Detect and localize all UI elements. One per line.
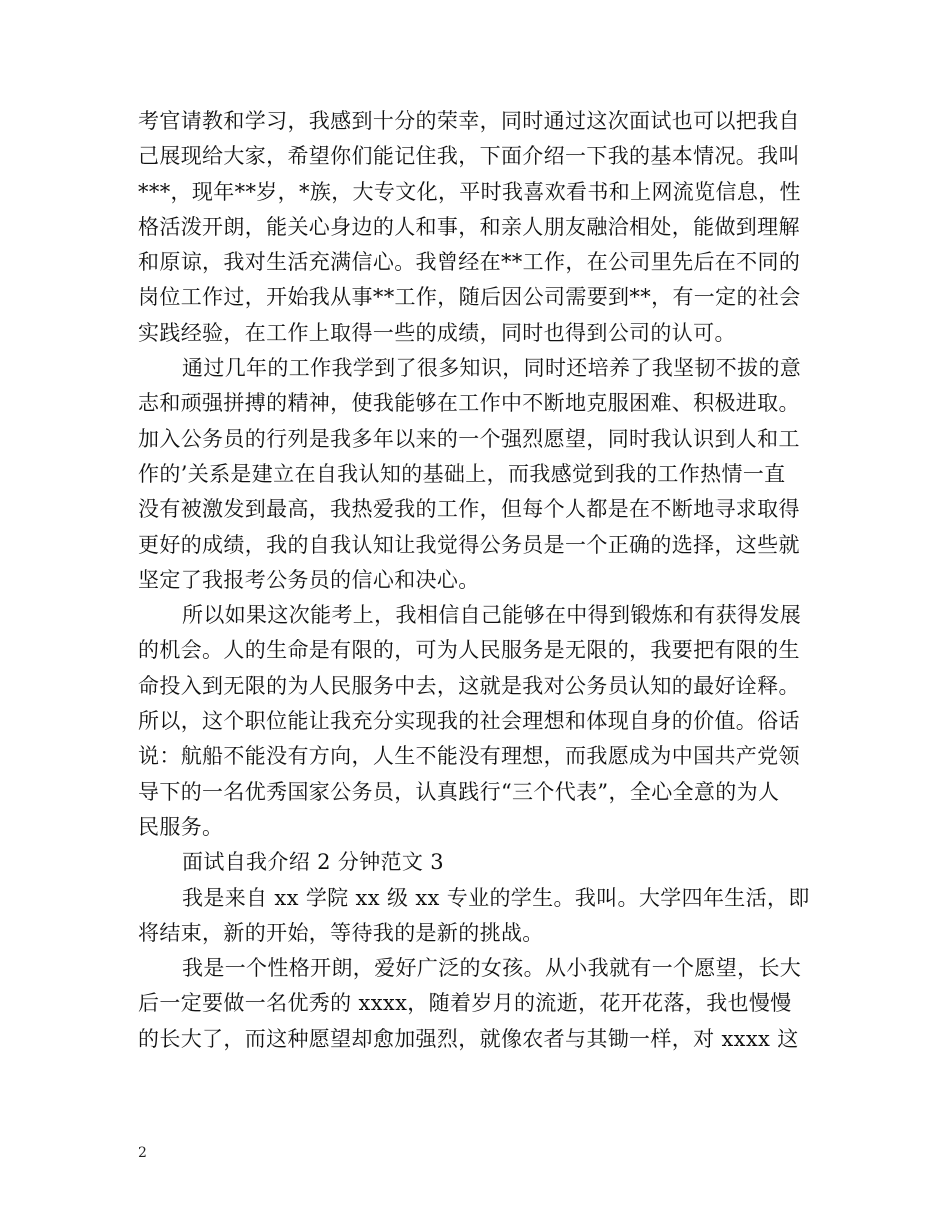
text-line: 实践经验，在工作上取得一些的成绩，同时也得到公司的认可。 bbox=[138, 320, 736, 345]
text-line: 己展现给大家，希望你们能记住我，下面介绍一下我的基本情况。我叫 bbox=[138, 144, 800, 169]
text-line: 更好的成绩，我的自我认知让我觉得公务员是一个正确的选择，这些就 bbox=[138, 532, 800, 557]
page-number: 2 bbox=[138, 1145, 147, 1161]
text-line: 将结束，新的开始，等待我的是新的挑战。 bbox=[138, 920, 544, 945]
text-line: 所以，这个职位能让我充分实现我的社会理想和体现自身的价值。俗话 bbox=[138, 709, 800, 734]
text-line: 没有被激发到最高，我热爱我的工作，但每个人都是在不断地寻求取得 bbox=[138, 497, 800, 522]
text-line: 的长大了，而这种愿望却愈加强烈，就像农者与其锄一样，对 xxxx 这 bbox=[138, 1026, 799, 1051]
text-line: 考官请教和学习，我感到十分的荣幸，同时通过这次面试也可以把我自 bbox=[138, 109, 800, 133]
text-line: 格活泼开朗，能关心身边的人和事，和亲人朋友融洽相处，能做到理解 bbox=[138, 214, 800, 239]
paragraph-start-line: 通过几年的工作我学到了很多知识，同时还培养了我坚韧不拔的意 bbox=[182, 356, 802, 381]
text-line: 导下的一名优秀国家公务员，认真践行“三个代表”，全心全意的为人 bbox=[138, 779, 780, 804]
text-line: 和原谅，我对生活充满信心。我曾经在**工作，在公司里先后在不同的 bbox=[138, 250, 801, 275]
text-line: 民服务。 bbox=[138, 814, 224, 839]
text-line: 作的’关系是建立在自我认知的基础上，而我感觉到我的工作热情一直 bbox=[138, 461, 786, 486]
text-line: 加入公务员的行列是我多年以来的一个强烈愿望，同时我认识到人和工 bbox=[138, 426, 800, 451]
paragraph-start-line: 我是一个性格开朗，爱好广泛的女孩。从小我就有一个愿望，长大 bbox=[182, 956, 802, 981]
text-line: 后一定要做一名优秀的 xxxx，随着岁月的流逝，花开花落，我也慢慢 bbox=[138, 991, 792, 1016]
text-line: 命投入到无限的为人民服务中去，这就是我对公务员认知的最好诠释。 bbox=[138, 673, 800, 698]
paragraph-start-line: 所以如果这次能考上，我相信自己能够在中得到锻炼和有获得发展 bbox=[182, 603, 802, 628]
section-heading: 面试自我介绍 2 分钟范文 3 bbox=[182, 850, 444, 875]
text-line: 坚定了我报考公务员的信心和决心。 bbox=[138, 567, 480, 592]
paragraph-start-line: 我是来自 xx 学院 xx 级 xx 专业的学生。我叫。大学四年生活，即 bbox=[182, 885, 810, 910]
document-body bbox=[138, 104, 812, 1057]
text-line: 岗位工作过，开始我从事**工作，随后因公司需要到**，有一定的社会 bbox=[138, 285, 801, 310]
text-line: 说：航船不能没有方向，人生不能没有理想，而我愿成为中国共产党领 bbox=[138, 744, 800, 769]
text-line: 志和顽强拼搏的精神，使我能够在工作中不断地克服困难、积极进取。 bbox=[138, 391, 800, 416]
text-line: 的机会。人的生命是有限的，可为人民服务是无限的，我要把有限的生 bbox=[138, 638, 800, 663]
text-line: ***，现年**岁，*族，大专文化，平时我喜欢看书和上网流览信息，性 bbox=[138, 179, 801, 204]
